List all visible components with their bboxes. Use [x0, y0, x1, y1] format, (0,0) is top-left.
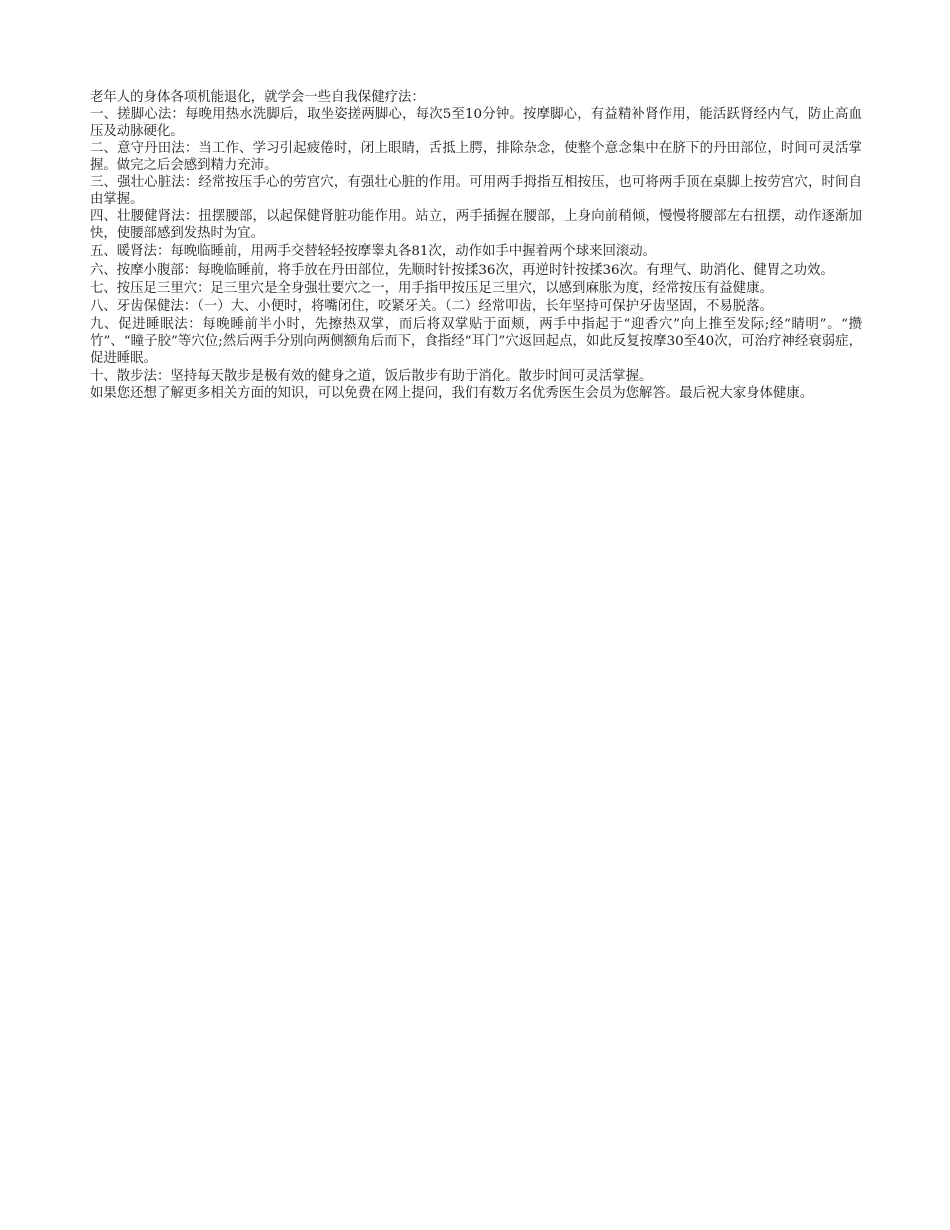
paragraph-waist-kidney: 四、壮腰健肾法：扭摆腰部，以起保健肾脏功能作用。站立，两手插握在腰部，上身向前稍倾，慢慢将腰部左右扭摆，动作逐渐加快，使腰部感到发热时为宜。: [90, 209, 862, 241]
closing-paragraph: 如果您还想了解更多相关方面的知识，可以免费在网上提问，我们有数万名优秀医生会员为您解答。最后祝大家身体健康。: [90, 386, 814, 401]
paragraph-walking: 十、散步法：坚持每天散步是极有效的健身之道，饭后散步有助于消化。散步时间可灵活掌握。: [90, 369, 653, 384]
paragraph-heart: 三、强壮心脏法：经常按压手心的劳宫穴，有强壮心脏的作用。可用两手拇指互相按压，也可将两手顶在桌脚上按劳宫穴，时间自由掌握。: [90, 175, 862, 207]
paragraph-dantian: 二、意守丹田法：当工作、学习引起疲倦时，闭上眼睛，舌抵上腭，排除杂念，使整个意念集中在脐下的丹田部位，时间可灵活掌握。做完之后会感到精力充沛。: [90, 141, 862, 173]
paragraph-sleep: 九、促进睡眠法：每晚睡前半小时，先擦热双掌，而后将双掌贴于面颊，两手中指起于“迎香穴”向上推至发际;经“睛明”。“攒竹”、“瞳子胶”等穴位;然后两手分别向两侧额角后而下，食指经“耳门”穴返回起点，如此反复按摩30至40次，可治疗神经衰弱症，促进睡眠。: [90, 317, 862, 366]
paragraph-teeth: 八、牙齿保健法：（一）大、小便时，将嘴闭住，咬紧牙关。（二）经常叩齿，长年坚持可保护牙齿坚固，不易脱落。: [90, 299, 773, 314]
intro-paragraph: 老年人的身体各项机能退化，就学会一些自我保健疗法：: [90, 90, 425, 105]
paragraph-abdomen-massage: 六、按摩小腹部：每晚临睡前，将手放在丹田部位，先顺时针按揉36次，再逆时针按揉36次。有理气、助消化、健胃之功效。: [90, 263, 834, 278]
document-body: [90, 89, 862, 402]
paragraph-rub-soles: 一、搓脚心法：每晚用热水洗脚后，取坐姿搓两脚心，每次5至10分钟。按摩脚心，有益精补肾作用，能活跃肾经内气，防止高血压及动脉硬化。: [90, 107, 862, 139]
paragraph-warm-kidney: 五、暖肾法：每晚临睡前，用两手交替轻轻按摩睾丸各81次，动作如手中握着两个球来回滚动。: [90, 244, 657, 259]
paragraph-zusanli: 七、按压足三里穴：足三里穴是全身强壮要穴之一，用手指甲按压足三里穴，以感到麻胀为度，经常按压有益健康。: [90, 281, 773, 296]
